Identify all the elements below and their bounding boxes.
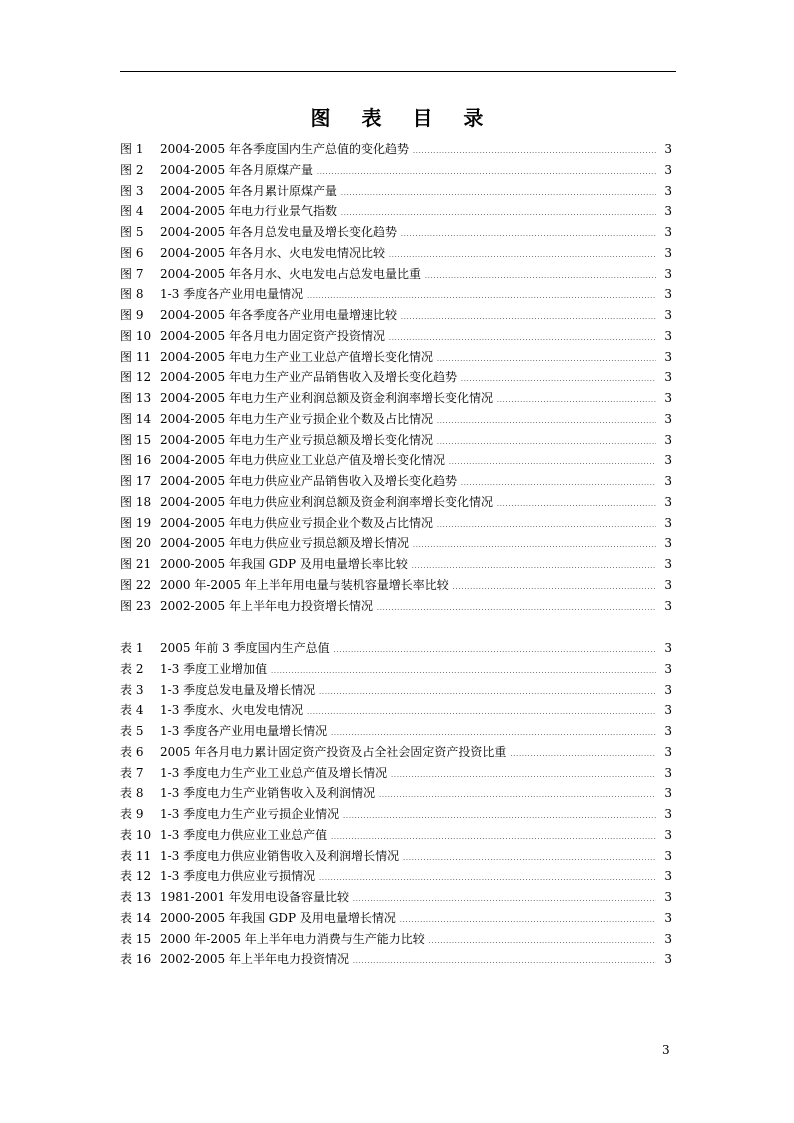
dot-leader [437, 520, 656, 532]
dot-leader [391, 770, 656, 782]
table-entry[interactable] [120, 742, 672, 763]
figure-label: 图 9 [120, 308, 144, 322]
figure-page-number: 3 [664, 142, 672, 156]
table-entry[interactable] [120, 763, 672, 784]
table-title: 2000 年-2005 年上半年电力消费与生产能力比较 [160, 931, 425, 946]
table-label: 表 11 [120, 848, 152, 863]
figure-page-number: 3 [664, 162, 672, 177]
dot-leader [461, 478, 656, 490]
table-title: 1-3 季度电力供应业销售收入及利润增长情况 [160, 848, 400, 863]
dot-leader [341, 188, 656, 200]
dot-leader [425, 271, 656, 283]
table-page-number: 3 [664, 952, 672, 967]
dot-leader [453, 582, 656, 594]
figure-page-number: 3 [664, 328, 672, 343]
figure-page-number: 3 [664, 515, 672, 530]
figure-label: 图 4 [120, 204, 144, 219]
figure-entry[interactable] [120, 409, 672, 430]
table-page-number: 3 [664, 724, 672, 738]
table-entry[interactable] [120, 680, 672, 701]
dot-leader [497, 395, 656, 407]
table-title: 1981-2001 年发用电设备容量比较 [160, 890, 349, 904]
table-entry[interactable] [120, 949, 672, 970]
dot-leader [331, 832, 656, 844]
figure-page-number: 3 [664, 225, 672, 239]
table-entry[interactable] [120, 700, 672, 721]
dot-leader [400, 915, 656, 927]
dot-leader [413, 146, 656, 158]
figure-label: 图 18 [120, 494, 152, 509]
figure-title: 2004-2005 年各月水、火电发电占总发电量比重 [160, 266, 421, 281]
figure-title: 1-3 季度各产业用电量情况 [160, 287, 304, 302]
figure-label: 图 10 [120, 328, 152, 343]
table-title: 1-3 季度总发电量及增长情况 [160, 682, 316, 697]
figure-entry[interactable] [120, 513, 672, 534]
table-entry[interactable] [120, 804, 672, 825]
figure-title: 2004-2005 年电力生产业亏损总额及增长变化情况 [160, 432, 433, 447]
figure-entry[interactable] [120, 201, 672, 222]
figure-entry[interactable] [120, 492, 672, 513]
figure-entry[interactable] [120, 243, 672, 264]
dot-leader [403, 853, 656, 865]
table-entry[interactable] [120, 929, 672, 950]
table-entry[interactable] [120, 825, 672, 846]
figure-page-number: 3 [664, 598, 672, 613]
table-page-number: 3 [664, 765, 672, 780]
figure-label: 图 17 [120, 474, 152, 488]
figure-label: 图 22 [120, 577, 152, 592]
figure-page-number: 3 [664, 453, 672, 468]
figure-title: 2004-2005 年电力供应业亏损企业个数及占比情况 [160, 515, 433, 530]
table-page-number: 3 [664, 827, 672, 842]
dot-leader [510, 749, 656, 761]
figure-entry[interactable] [120, 575, 672, 596]
figure-title: 2004-2005 年各月总发电量及增长变化趋势 [160, 225, 397, 239]
figure-entry[interactable] [120, 554, 672, 575]
dot-leader [461, 374, 656, 386]
table-title: 2005 年前 3 季度国内生产总值 [160, 641, 330, 655]
figure-title: 2004-2005 年电力供应业利润总额及资金利润率增长变化情况 [160, 494, 493, 509]
figure-label: 图 19 [120, 515, 152, 530]
figure-label: 图 7 [120, 266, 144, 281]
figure-page-number: 3 [664, 266, 672, 281]
figure-title: 2004-2005 年各季度各产业用电量增速比较 [160, 308, 397, 322]
dot-leader [307, 291, 656, 303]
figure-entry[interactable] [120, 471, 672, 492]
figure-title: 2004-2005 年电力行业景气指数 [160, 204, 337, 219]
figure-entry[interactable] [120, 181, 672, 202]
table-title: 2000-2005 年我国 GDP 及用电量增长情况 [160, 910, 396, 925]
table-entry[interactable] [120, 887, 672, 908]
figure-page-number: 3 [664, 432, 672, 447]
figure-label: 图 16 [120, 453, 152, 468]
table-entry[interactable] [120, 659, 672, 680]
figure-title: 2000 年-2005 年上半年用电量与装机容量增长率比较 [160, 577, 449, 592]
figure-label: 图 8 [120, 287, 144, 302]
figure-label: 图 6 [120, 245, 144, 260]
table-label: 表 8 [120, 786, 144, 801]
table-label: 表 13 [120, 890, 152, 904]
figure-label: 图 5 [120, 225, 144, 239]
dot-leader [429, 936, 656, 948]
figure-title: 2004-2005 年各月电力固定资产投资情况 [160, 328, 385, 343]
figure-entry[interactable] [120, 367, 672, 388]
figure-title: 2004-2005 年电力供应业工业总产值及增长变化情况 [160, 453, 445, 468]
dot-leader [341, 208, 656, 220]
table-label: 表 4 [120, 703, 144, 718]
table-title: 2002-2005 年上半年电力投资情况 [160, 952, 349, 967]
table-page-number: 3 [664, 661, 672, 676]
dot-leader [389, 250, 656, 262]
dot-leader [343, 811, 656, 823]
dot-leader [437, 354, 656, 366]
dot-leader [377, 603, 656, 615]
dot-leader [401, 229, 656, 241]
table-entry[interactable] [120, 783, 672, 804]
header-rule [120, 71, 676, 72]
dot-leader [334, 645, 656, 657]
table-label: 表 10 [120, 827, 152, 842]
figure-entry[interactable] [120, 430, 672, 451]
table-label: 表 1 [120, 641, 144, 655]
figure-title: 2004-2005 年电力生产业亏损企业个数及占比情况 [160, 411, 433, 426]
table-page-number: 3 [664, 848, 672, 863]
dot-leader [353, 894, 656, 906]
figure-page-number: 3 [664, 536, 672, 551]
page-title: 图 表 目 录 [310, 106, 496, 130]
table-page-number: 3 [664, 807, 672, 821]
table-label: 表 16 [120, 952, 152, 967]
figure-page-number: 3 [664, 557, 672, 571]
figure-list [120, 139, 672, 616]
table-page-number: 3 [664, 744, 672, 759]
table-label: 表 5 [120, 724, 144, 738]
figure-page-number: 3 [664, 308, 672, 322]
figure-title: 2004-2005 年电力生产业产品销售收入及增长变化趋势 [160, 370, 457, 385]
table-title: 1-3 季度电力生产业销售收入及利润情况 [160, 786, 376, 801]
figure-label: 图 15 [120, 432, 152, 447]
table-page-number: 3 [664, 786, 672, 801]
dot-leader [353, 956, 656, 968]
figure-title: 2004-2005 年各月水、火电发电情况比较 [160, 245, 385, 260]
figure-entry[interactable] [120, 305, 672, 326]
figure-title: 2004-2005 年各季度国内生产总值的变化趋势 [160, 142, 409, 156]
dot-leader [319, 873, 656, 885]
dot-leader [437, 416, 656, 428]
dot-leader [317, 167, 656, 179]
dot-leader [497, 499, 656, 511]
figure-page-number: 3 [664, 287, 672, 302]
figure-title: 2004-2005 年电力生产业利润总额及资金利润率增长变化情况 [160, 391, 493, 405]
figure-entry[interactable] [120, 326, 672, 347]
figure-page-number: 3 [664, 245, 672, 260]
dot-leader [412, 561, 656, 573]
figure-entry[interactable] [120, 222, 672, 243]
dot-leader [379, 790, 656, 802]
figure-label: 图 2 [120, 162, 144, 177]
table-label: 表 3 [120, 682, 144, 697]
page-number: 3 [662, 1043, 670, 1057]
figure-title: 2004-2005 年各月原煤产量 [160, 162, 313, 177]
dot-leader [307, 707, 656, 719]
figure-entry[interactable] [120, 264, 672, 285]
table-label: 表 14 [120, 910, 152, 925]
dot-leader [449, 457, 656, 469]
figure-title: 2004-2005 年电力供应业亏损总额及增长情况 [160, 536, 409, 551]
table-entry[interactable] [120, 638, 672, 659]
table-title: 1-3 季度工业增加值 [160, 661, 268, 676]
table-title: 2005 年各月电力累计固定资产投资及占全社会固定资产投资比重 [160, 744, 507, 759]
table-page-number: 3 [664, 703, 672, 718]
table-label: 表 6 [120, 744, 144, 759]
figure-label: 图 13 [120, 391, 152, 405]
figure-entry[interactable] [120, 284, 672, 305]
figure-page-number: 3 [664, 391, 672, 405]
table-title: 1-3 季度电力供应业工业总产值 [160, 827, 328, 842]
table-entry[interactable] [120, 846, 672, 867]
figure-label: 图 1 [120, 142, 144, 156]
figure-label: 图 20 [120, 536, 152, 551]
dot-leader [401, 312, 656, 324]
figure-entry[interactable] [120, 139, 672, 160]
figure-page-number: 3 [664, 370, 672, 385]
table-title: 1-3 季度各产业用电量增长情况 [160, 724, 328, 738]
figure-page-number: 3 [664, 183, 672, 198]
table-label: 表 9 [120, 807, 144, 821]
figure-title: 2002-2005 年上半年电力投资增长情况 [160, 598, 373, 613]
figure-label: 图 3 [120, 183, 144, 198]
figure-entry[interactable] [120, 388, 672, 409]
figure-title: 2004-2005 年电力生产业工业总产值增长变化情况 [160, 349, 433, 364]
figure-label: 图 11 [120, 349, 152, 364]
figure-label: 图 21 [120, 557, 152, 571]
dot-leader [271, 666, 656, 678]
figure-label: 图 14 [120, 411, 152, 426]
figure-entry[interactable] [120, 596, 672, 617]
table-page-number: 3 [664, 641, 672, 655]
figure-page-number: 3 [664, 474, 672, 488]
table-label: 表 15 [120, 931, 152, 946]
dot-leader [319, 687, 656, 699]
table-page-number: 3 [664, 869, 672, 884]
figure-page-number: 3 [664, 577, 672, 592]
table-title: 1-3 季度水、火电发电情况 [160, 703, 304, 718]
table-title: 1-3 季度电力供应业亏损情况 [160, 869, 316, 884]
figure-title: 2000-2005 年我国 GDP 及用电量增长率比较 [160, 557, 408, 571]
figure-page-number: 3 [664, 494, 672, 509]
table-entry[interactable] [120, 908, 672, 929]
table-page-number: 3 [664, 931, 672, 946]
dot-leader [331, 728, 656, 740]
figure-page-number: 3 [664, 411, 672, 426]
dot-leader [413, 540, 656, 552]
figure-label: 图 12 [120, 370, 152, 385]
table-page-number: 3 [664, 910, 672, 925]
figure-entry[interactable] [120, 450, 672, 471]
figure-page-number: 3 [664, 204, 672, 219]
table-label: 表 12 [120, 869, 152, 884]
figure-label: 图 23 [120, 598, 152, 613]
table-title: 1-3 季度电力生产业工业总产值及增长情况 [160, 765, 388, 780]
table-page-number: 3 [664, 682, 672, 697]
figure-entry[interactable] [120, 347, 672, 368]
table-entry[interactable] [120, 866, 672, 887]
table-page-number: 3 [664, 890, 672, 904]
table-list [120, 638, 672, 970]
table-label: 表 7 [120, 765, 144, 780]
figure-page-number: 3 [664, 349, 672, 364]
figure-entry[interactable] [120, 533, 672, 554]
figure-title: 2004-2005 年各月累计原煤产量 [160, 183, 337, 198]
figure-title: 2004-2005 年电力供应业产品销售收入及增长变化趋势 [160, 474, 457, 488]
dot-leader [437, 437, 656, 449]
dot-leader [389, 333, 656, 345]
table-title: 1-3 季度电力生产业亏损企业情况 [160, 807, 340, 821]
table-label: 表 2 [120, 661, 144, 676]
figure-entry[interactable] [120, 160, 672, 181]
table-entry[interactable] [120, 721, 672, 742]
